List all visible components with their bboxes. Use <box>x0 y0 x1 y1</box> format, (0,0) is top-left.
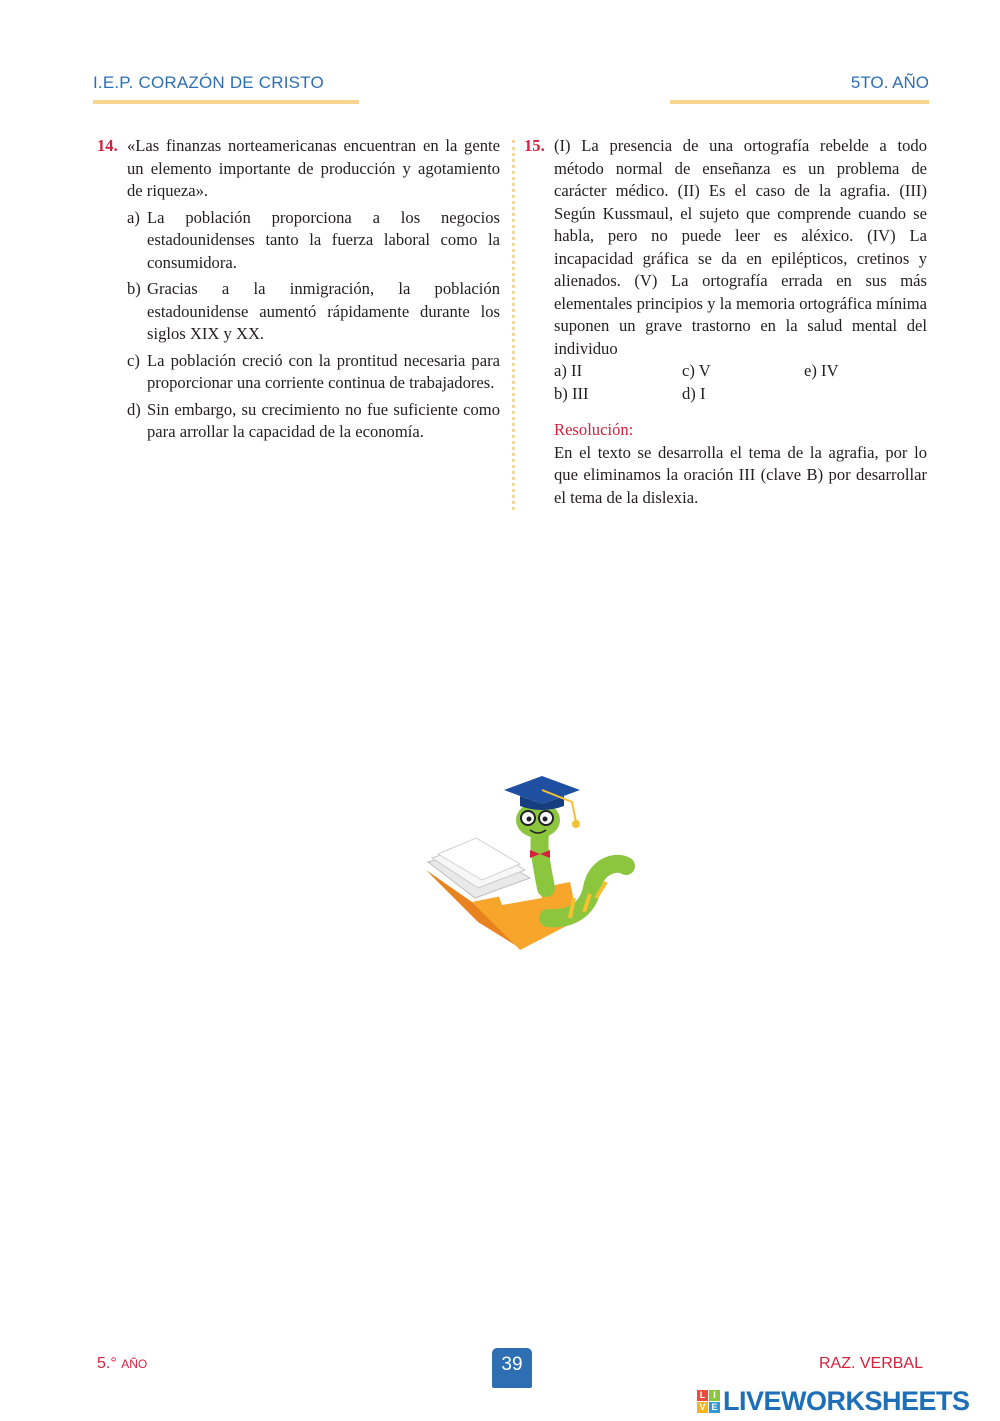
question-14 <box>97 135 500 444</box>
bookworm-mascot-illustration <box>420 770 635 965</box>
question-stem: (I) La presencia de una ortografía rebelde a todo método normal de enseñanza es un problema de carácter médico. (II) Es el caso de la agrafia. (III) Según Kussmaul, el sujeto que comprende cuando se habla, pero no puede leer es aléxico. (IV) La incapacidad gráfica se da en epilépticos, cretinos y alienados. (V) La ortografía errada en sus más elementales principios y la memoria ortográfica mínima suponen un grave trastorno en la salud mental del individuo <box>554 136 927 358</box>
logo-letter: I <box>709 1390 720 1401</box>
logo-letter: V <box>697 1402 708 1413</box>
grade-label: 5TO. AÑO <box>850 73 929 92</box>
question-stem: «Las finanzas norteamericanas encuentran en la gente un elemento importante de producción y agotamiento de riqueza». <box>127 136 500 200</box>
option-text: Sin embargo, su crecimiento no fue suficiente como para arrollar la capacidad de la economía. <box>147 399 500 441</box>
resolution-text: En el texto se desarrolla el tema de la agrafia, por lo que eliminamos la oración III (clave B) por desarrollar el tema de la dislexia. <box>554 442 927 507</box>
option-letter: c) <box>127 350 140 370</box>
answer-choice: b) III <box>554 383 589 403</box>
header-rule-left <box>93 100 359 104</box>
option-text: La población creció con la prontitud necesaria para proporcionar una corriente continua de trabajadores. <box>147 350 500 392</box>
footer-year <box>97 1355 147 1373</box>
option-c <box>127 350 500 395</box>
option-letter: a) <box>127 207 140 227</box>
header-rule-right <box>670 100 929 104</box>
answer-choices <box>554 360 927 405</box>
answer-choice: c) V <box>682 361 711 380</box>
option-d <box>127 399 500 444</box>
liveworksheets-logo[interactable] <box>697 1385 970 1416</box>
option-text: Gracias a la inmigración, la población estadounidense aumentó rápidamente durante los siglos XIX y XX. <box>147 279 500 343</box>
option-a <box>127 207 500 275</box>
answer-choice: e) IV <box>804 361 839 380</box>
option-text: La población proporciona a los negocios estadounidenses tanto la fuerza laboral como la consumidora. <box>147 207 500 272</box>
liveworksheets-wordmark: LIVEWORKSHEETS <box>723 1385 970 1416</box>
answer-choice: d) I <box>682 383 706 403</box>
question-15 <box>524 135 927 509</box>
footer-year-main: 5.° <box>97 1355 117 1372</box>
liveworksheets-logo-icon <box>697 1390 720 1413</box>
page-number: 39 <box>492 1348 532 1388</box>
question-number: 15. <box>524 136 545 155</box>
column-divider <box>512 140 515 510</box>
school-name: I.E.P. CORAZÓN DE CRISTO <box>93 73 324 92</box>
option-letter: d) <box>127 399 141 419</box>
answer-choice: a) II <box>554 361 583 380</box>
logo-letter: L <box>697 1390 708 1401</box>
logo-letter: E <box>709 1402 720 1413</box>
footer-year-small: AÑO <box>121 1357 148 1371</box>
option-letter: b) <box>127 279 141 298</box>
footer-subject: RAZ. VERBAL <box>818 1355 923 1372</box>
question-number: 14. <box>97 136 118 155</box>
option-b <box>127 278 500 346</box>
resolution-title: Resolución: <box>554 420 634 439</box>
